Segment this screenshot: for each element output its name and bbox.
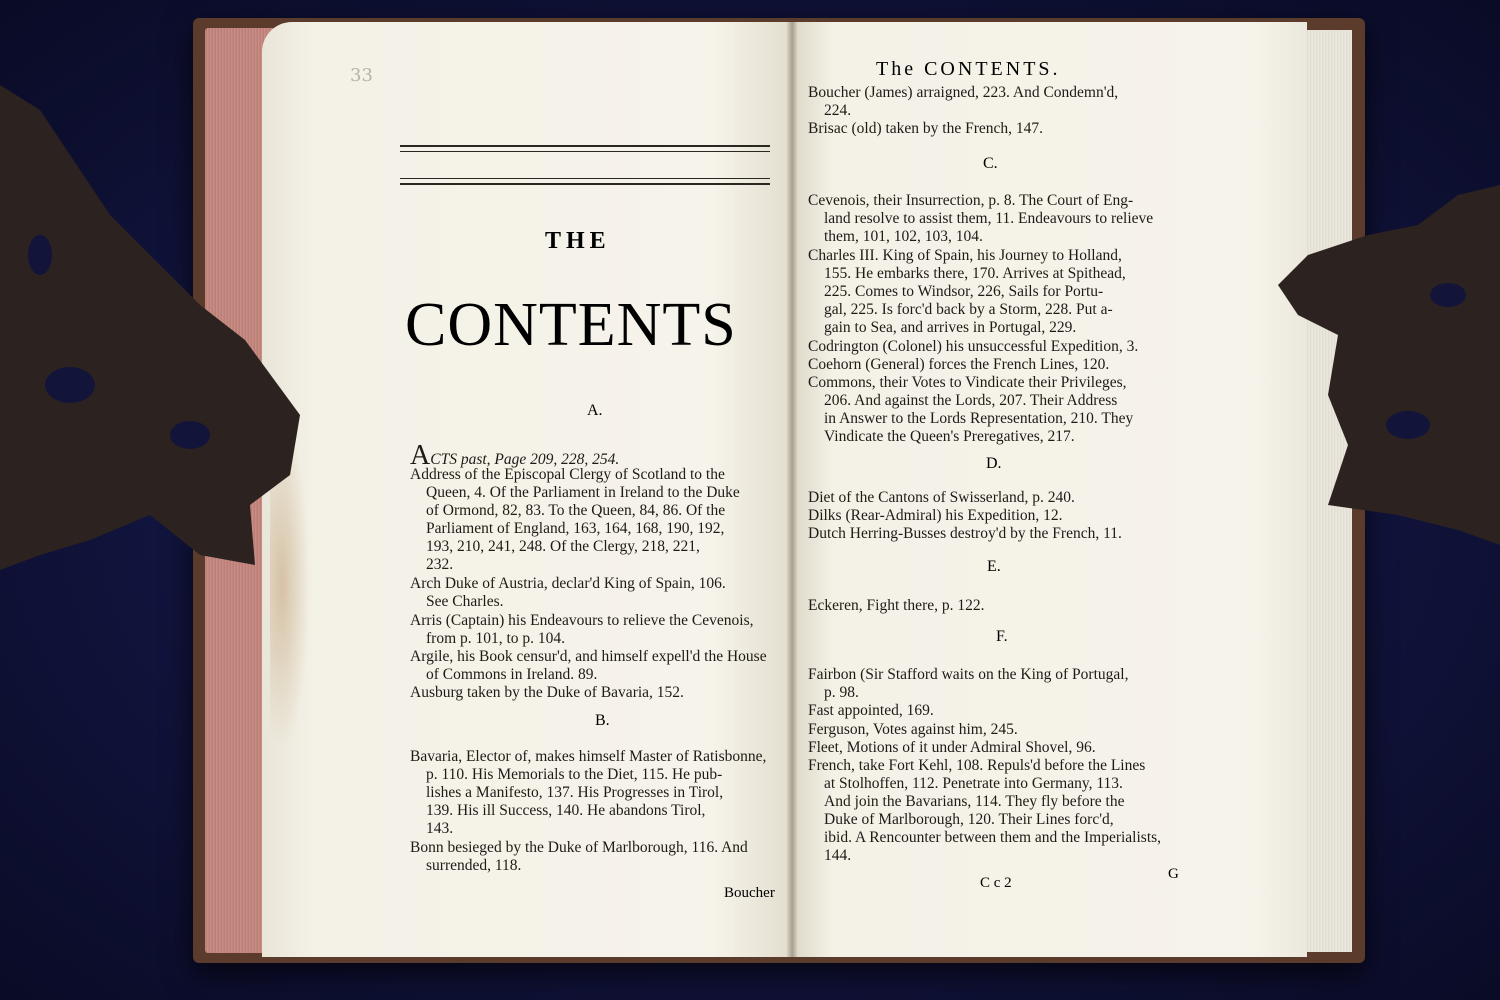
entry-line: gain to Sea, and arrives in Portugal, 229. <box>824 318 1077 336</box>
section-letter-f: F. <box>996 628 1008 645</box>
entry-line: 144. <box>824 847 852 864</box>
index-entry <box>410 612 782 648</box>
ornament-rule-top <box>400 145 770 152</box>
entry-line: 224. <box>824 102 852 119</box>
book-gutter <box>786 22 798 957</box>
section-letter-d: D. <box>986 455 1002 472</box>
index-entry <box>808 721 1180 739</box>
entry-line: 139. His ill Success, 140. He abandons Tirol, <box>426 802 706 819</box>
entry-line: Fast appointed, 169. <box>808 702 934 720</box>
index-entry <box>808 702 1180 720</box>
index-entry <box>410 839 782 875</box>
entry-line: Dilks (Rear-Admiral) his Expedition, 12. <box>808 507 1063 525</box>
index-entry <box>808 338 1180 356</box>
index-entry <box>808 84 1180 120</box>
entry-line: And join the Bavarians, 114. They fly before the <box>824 793 1125 810</box>
book-clip-right <box>1278 185 1500 545</box>
index-entry <box>808 374 1180 446</box>
index-entry <box>410 748 782 838</box>
index-entry <box>410 575 782 611</box>
entry-line: Vindicate the Queen's Preregatives, 217. <box>824 428 1075 445</box>
index-entry <box>808 597 1180 615</box>
entry-line: p. 98. <box>824 684 859 701</box>
entry-line: in Answer to the Lords Representation, 210. They <box>824 410 1134 427</box>
contents-heading: CONTENTS <box>405 291 737 359</box>
entry-line: Coehorn (General) forces the French Lines, 120. <box>808 355 1110 373</box>
section-letter-b: B. <box>595 712 610 729</box>
entry-line: Argile, his Book censur'd, and himself expell'd the House <box>410 648 767 665</box>
catchword-left: Boucher <box>724 885 775 901</box>
section-letter-e: E. <box>987 558 1001 575</box>
entry-line: Bonn besieged by the Duke of Marlborough, 116. And <box>410 839 748 856</box>
entry-line: 193, 210, 241, 248. Of the Clergy, 218, 221, <box>426 538 700 555</box>
entry-line: Fleet, Motions of it under Admiral Shovel, 96. <box>808 738 1096 756</box>
entry-line: them, 101, 102, 103, 104. <box>824 228 983 245</box>
entry-line: Arris (Captain) his Endeavours to relieve the Cevenois, <box>410 611 754 629</box>
section-letter-c: C. <box>983 155 998 172</box>
entry-line: Queen, 4. Of the Parliament in Ireland to the Duke <box>426 484 740 501</box>
entry-line: Arch Duke of Austria, declar'd King of Spain, 106. <box>410 575 726 593</box>
entry-line: land resolve to assist them, 11. Endeavours to relieve <box>824 210 1154 227</box>
index-entry <box>808 356 1180 374</box>
entry-line: of Commons in Ireland. 89. <box>426 666 598 683</box>
entry-line: 232. <box>426 556 454 573</box>
index-entry <box>410 466 782 574</box>
drop-cap: A <box>410 440 431 471</box>
page-folio: 33 <box>350 65 373 86</box>
index-entry <box>808 192 1180 246</box>
index-entry <box>410 648 782 684</box>
entry-line: Charles III. King of Spain, his Journey to Holland, <box>808 246 1122 264</box>
right-page-title: The CONTENTS. <box>876 58 1061 80</box>
index-entry <box>410 684 782 702</box>
section-letter-a: A. <box>587 402 603 419</box>
index-entry <box>808 739 1180 757</box>
book-clip-left <box>0 85 310 575</box>
entry-text: CTS past, Page 209, 228, 254. <box>430 451 620 468</box>
index-entry <box>808 120 1180 138</box>
entry-line: Parliament of England, 163, 164, 168, 190, 192, <box>426 520 725 537</box>
index-entry <box>808 247 1180 337</box>
entry-line: Brisac (old) taken by the French, 147. <box>808 120 1044 138</box>
entry-line: Commons, their Votes to Vindicate their Privileges, <box>808 374 1127 391</box>
entry-line: French, take Fort Kehl, 108. Repuls'd before the Lines <box>808 757 1146 774</box>
entry-line: Ferguson, Votes against him, 245. <box>808 720 1018 738</box>
entry-line: Address of the Episcopal Clergy of Scotland to the <box>410 466 725 483</box>
index-entry <box>808 757 1180 865</box>
entry-line: 155. He embarks there, 170. Arrives at Spithead, <box>824 264 1126 282</box>
entry-line: Codrington (Colonel) his unsuccessful Expedition, 3. <box>808 337 1139 355</box>
entry-line: Dutch Herring-Busses destroy'd by the French, 11. <box>808 525 1122 543</box>
entry-line: of Ormond, 82, 83. To the Queen, 84, 86. Of the <box>426 502 726 519</box>
entry-line: from p. 101, to p. 104. <box>426 629 566 647</box>
entry-line: Ausburg taken by the Duke of Bavaria, 152. <box>410 684 684 702</box>
the-heading: THE <box>545 228 611 254</box>
entry-line: ibid. A Rencounter between them and the Imperialists, <box>824 829 1162 846</box>
entry-line: Diet of the Cantons of Swisserland, p. 240. <box>808 489 1075 506</box>
index-entry <box>808 666 1180 702</box>
entry-line: 206. And against the Lords, 207. Their Address <box>824 392 1118 409</box>
entry-line: lishes a Manifesto, 137. His Progresses in Tirol, <box>426 784 724 801</box>
index-entry <box>808 507 1180 525</box>
index-entry <box>808 525 1180 543</box>
entry-line: p. 110. His Memorials to the Diet, 115. He pub- <box>426 766 723 783</box>
entry-line: at Stolhoffen, 112. Penetrate into Germany, 113. <box>824 775 1123 792</box>
ornament-rule-bottom <box>400 178 770 185</box>
entry-line: Cevenois, their Insurrection, p. 8. The Court of Eng- <box>808 192 1134 209</box>
entry-line: Fairbon (Sir Stafford waits on the King of Portugal, <box>808 666 1129 683</box>
entry-line: Boucher (James) arraigned, 223. And Condemn'd, <box>808 84 1119 101</box>
entry-line: gal, 225. Is forc'd back by a Storm, 228. Put a- <box>824 300 1113 318</box>
index-entry <box>808 489 1180 507</box>
entry-line: See Charles. <box>426 593 504 611</box>
entry-line: 225. Comes to Windsor, 226, Sails for Portu- <box>824 282 1104 300</box>
entry-line: Duke of Marlborough, 120. Their Lines forc'd, <box>824 811 1114 828</box>
entry-line: Eckeren, Fight there, p. 122. <box>808 597 985 614</box>
signature-mark: C c 2 <box>980 875 1012 891</box>
entry-line: Bavaria, Elector of, makes himself Master of Ratisbonne, <box>410 748 767 765</box>
entry-line: surrended, 118. <box>426 857 522 874</box>
entry-line: 143. <box>426 820 454 837</box>
catchword-right: G <box>1168 866 1179 882</box>
